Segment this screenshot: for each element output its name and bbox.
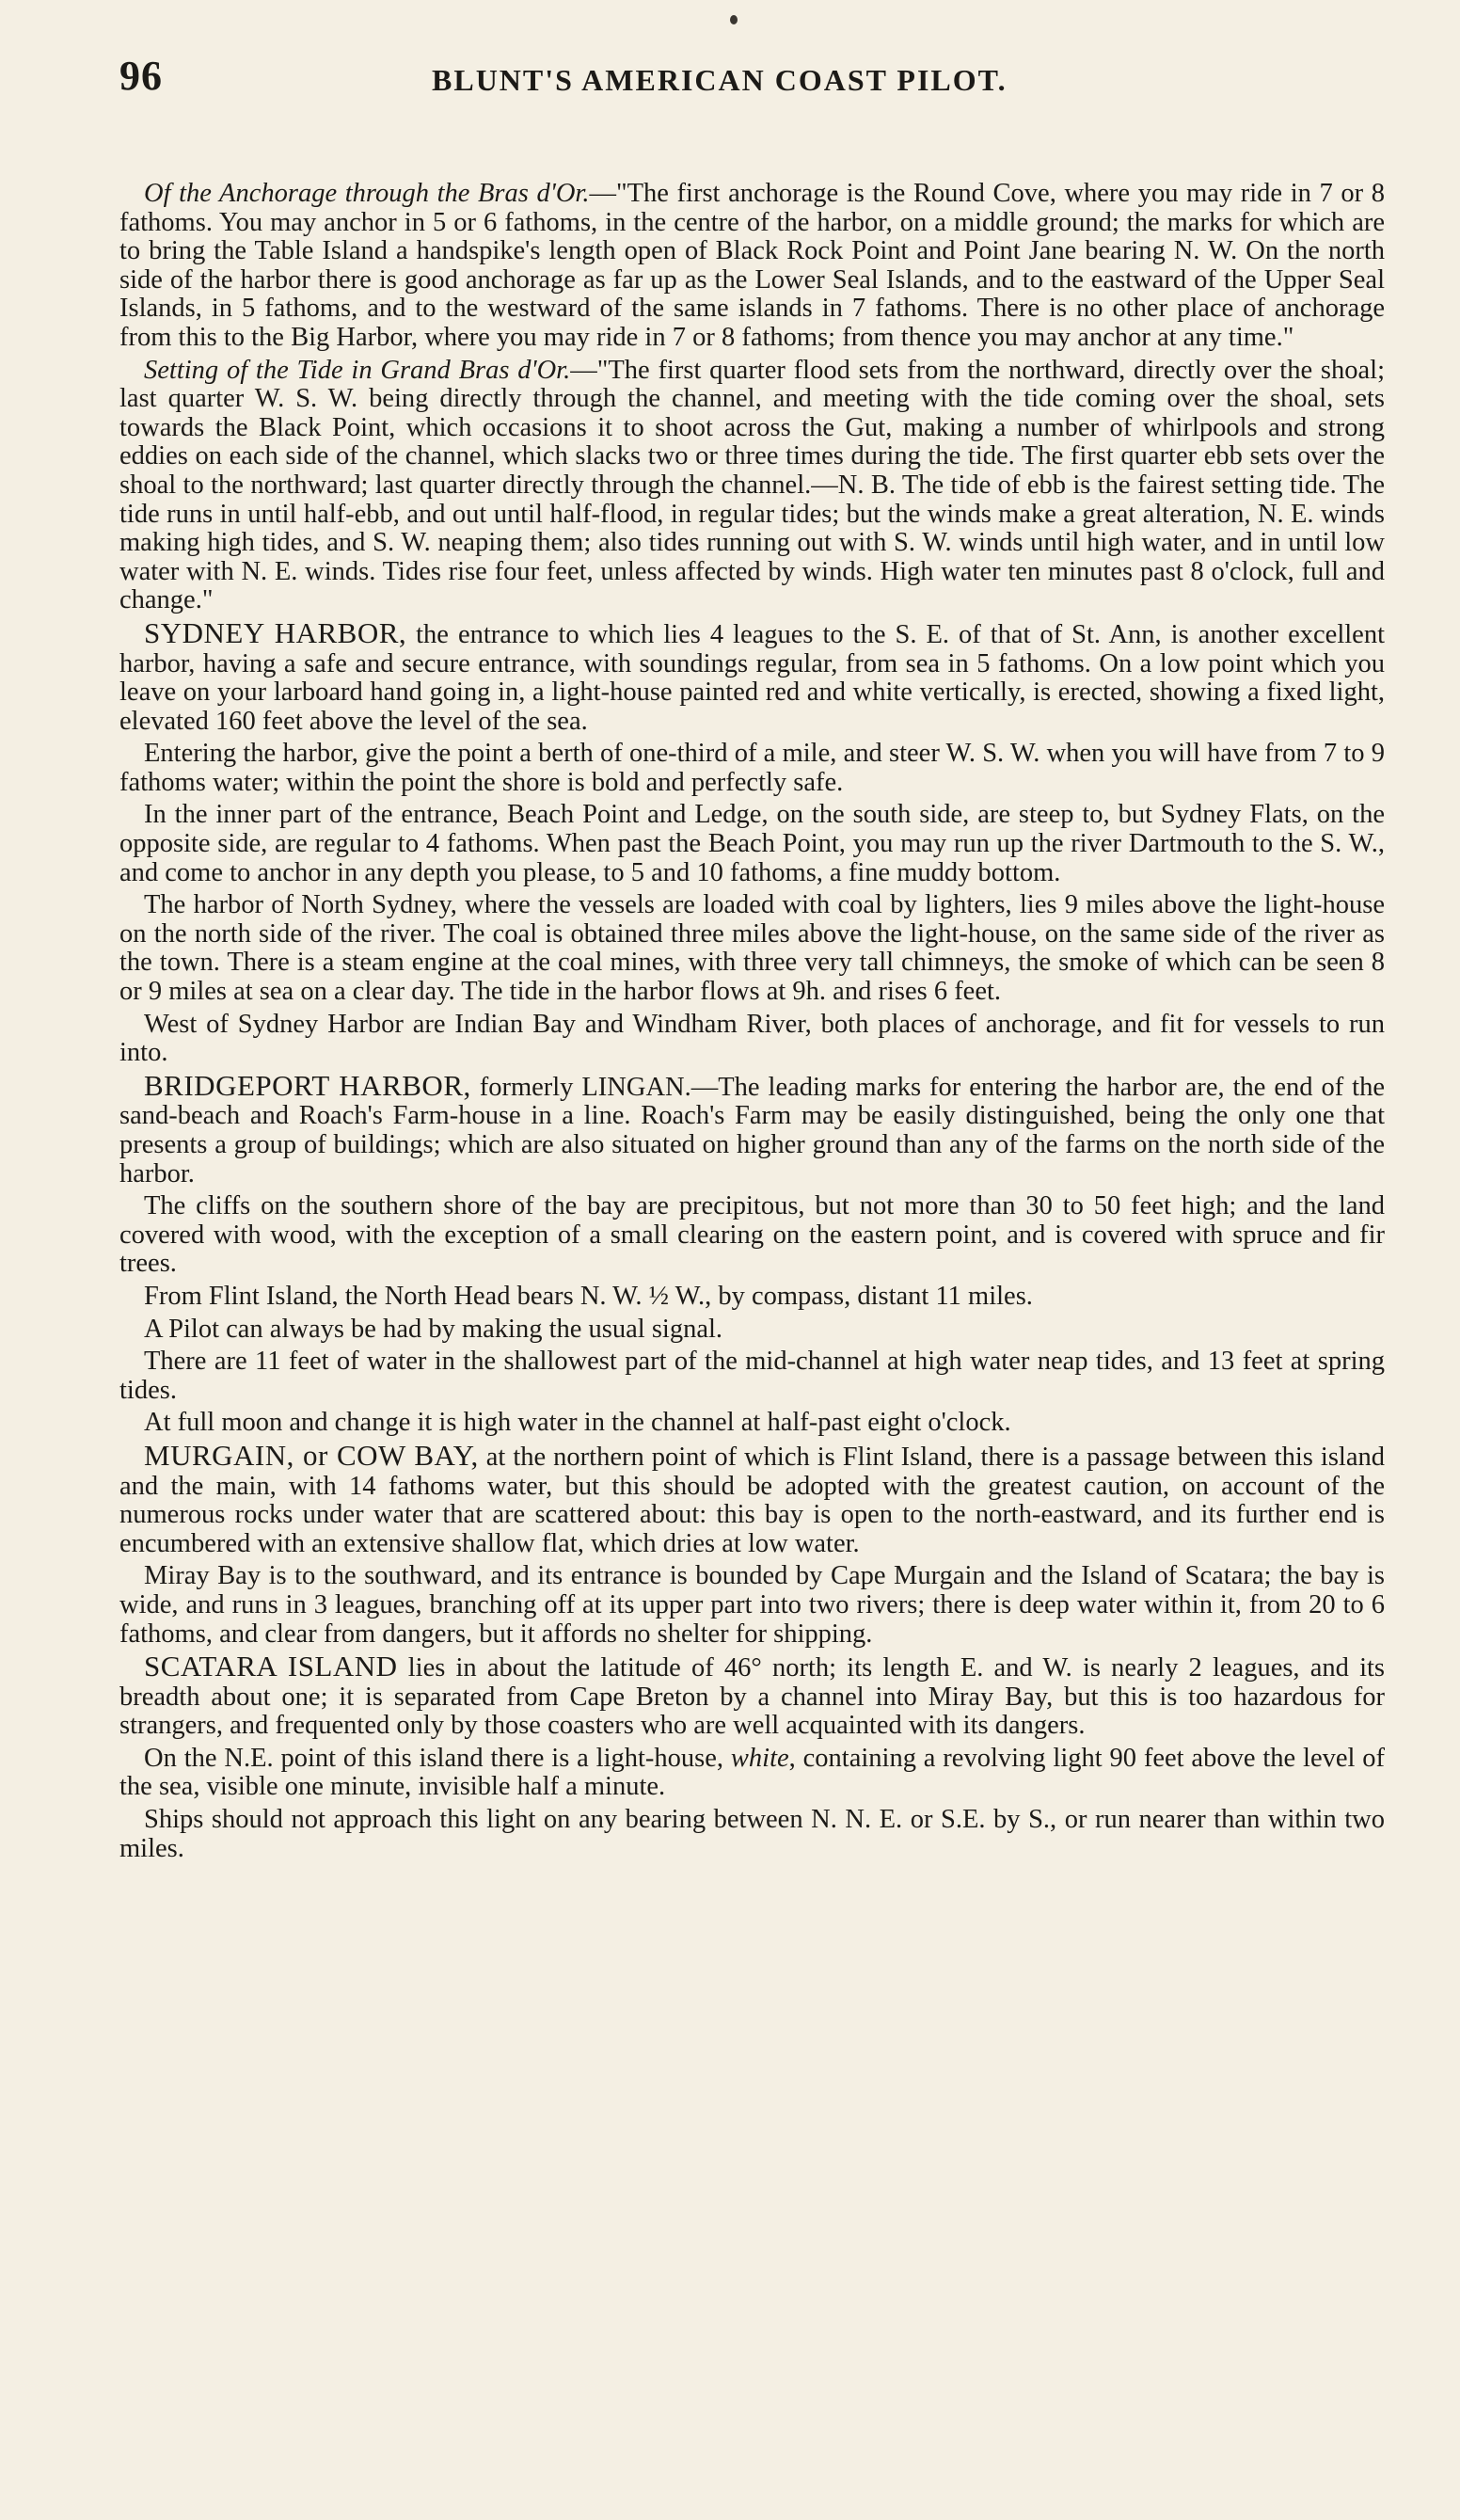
paragraph-text: The cliffs on the southern shore of the bay are precipitous, but not more than 30 to 50 feet high; and the land covered with wood, with the exception of a small clearing on the eastern point, and is covered with spruce and fir trees.	[119, 1191, 1385, 1279]
paragraph-text-tail: , containing a revolving light 90 feet above the level of the sea, visible one minute, invisible half a minute.	[119, 1743, 1386, 1802]
paragraph	[119, 1068, 1385, 1188]
paragraph-text: At full moon and change it is high water in the channel at half-past eight o'clock.	[144, 1408, 1011, 1438]
paragraph-text: A Pilot can always be had by making the usual signal.	[144, 1314, 723, 1344]
paragraph	[119, 1316, 1385, 1345]
paragraph	[119, 1348, 1385, 1405]
paragraph	[119, 1562, 1385, 1649]
section-heading: MURGAIN, or COW BAY,	[144, 1438, 479, 1472]
emphasis: white	[730, 1743, 789, 1773]
paragraph-text: From Flint Island, the North Head bears N. W. ½ W., by compass, distant 11 miles.	[144, 1281, 1033, 1311]
section-heading: BRIDGEPORT HARBOR,	[144, 1068, 471, 1102]
paragraph	[119, 357, 1385, 615]
page-number: 96	[119, 53, 163, 99]
body-text	[119, 180, 1385, 1863]
section-heading: SCATARA ISLAND	[144, 1650, 398, 1683]
paragraph-text: the entrance to which lies 4 leagues to the S. E. of that of St. Ann, is another excellent harbor, having a safe and secure entrance, with soundings regular, from sea in 5 fathoms. On a low point which you leave on your larboard hand going in, a light-house painted red and white vertically, is erected, showing a fixed light, elevated 160 feet above the level of the sea.	[119, 619, 1385, 736]
paragraph	[119, 1438, 1385, 1558]
paragraph-text: In the inner part of the entrance, Beach Point and Ledge, on the south side, are steep to, but Sydney Flats, on the opposite side, are regular to 4 fathoms. When past the Beach Point, you may run up the river Dartmouth to the S. W., and come to anchor in any depth you please, to 5 and 10 fathoms, a fine muddy bottom.	[119, 800, 1385, 887]
paragraph	[119, 1745, 1385, 1802]
section-heading: SYDNEY HARBOR,	[144, 615, 407, 649]
paragraph	[119, 740, 1385, 797]
paragraph-text: formerly LINGAN.—The leading marks for entering the harbor are, the end of the sand-beach and Roach's Farm-house in a line. Roach's Farm may be easily distinguished, being the only one that presents a group of buildings; which are also situated on higher ground than any of the farms on the north side of the harbor.	[119, 1072, 1385, 1188]
paragraph-text: at the northern point of which is Flint Island, there is a passage between this island and the main, with 14 fathoms water, but this should be adopted with the greatest caution, on account of the numerous rocks under water that are scattered about: this bay is open to the north-eastward, and its further end is encumbered with an extensive shallow flat, which dries at low water.	[119, 1442, 1385, 1558]
paragraph	[119, 615, 1385, 736]
paragraph	[119, 1283, 1385, 1312]
paragraph-text: West of Sydney Harbor are Indian Bay and Windham River, both places of anchorage, and fit for vessels to run into.	[119, 1009, 1385, 1068]
paragraph-text: Miray Bay is to the southward, and its entrance is bounded by Cape Murgain and the Island of Scatara; the bay is wide, and runs in 3 leagues, branching off at its upper part into two rivers; there is deep water within it, from 20 to 6 fathoms, and clear from dangers, but it affords no shelter for shipping.	[119, 1561, 1385, 1649]
paragraph	[119, 801, 1385, 887]
paragraph	[119, 1652, 1385, 1741]
paragraph	[119, 1011, 1385, 1068]
paragraph-text: —"The first quarter flood sets from the northward, directly over the shoal; last quarter W. S. W. being directly through the channel, and meeting with the tide coming over the shoal, sets towards the Black Point, which occasions it to shoot across the Gut, making a number of whirlpools and strong eddies on each side of the channel, which slacks two or three times during the tide. The first quarter ebb sets over the shoal to the northward; last quarter directly through the channel.—N. B. The tide of ebb is the fairest setting tide. The tide runs in until half-ebb, and out until half-flood, in regular tides; but the winds make a great alteration, N. E. winds making high tides, and S. W. neaping them; also tides running out with S. W. winds until high water, and in until low water with N. E. winds. Tides rise four feet, unless affected by winds. High water ten minutes past 8 o'clock, full and change."	[119, 355, 1386, 615]
running-title: BLUNT'S AMERICAN COAST PILOT.	[432, 63, 1008, 97]
paragraph-text: lies in about the latitude of 46° north; its length E. and W. is nearly 2 leagues, and its breadth about one; it is separated from Cape Breton by a channel into Miray Bay, but this is too hazardous for strangers, and frequented only by those coasters who are well acquainted with its dangers.	[119, 1653, 1386, 1741]
paragraph	[119, 1806, 1385, 1863]
paragraph-text: Entering the harbor, give the point a berth of one-third of a mile, and steer W. S. W. when you will have from 7 to 9 fathoms water; within the point the shore is bold and perfectly safe.	[119, 739, 1385, 797]
paragraph-lead: Setting of the Tide in Grand Bras d'Or.	[144, 355, 571, 385]
printers-mark	[730, 15, 738, 24]
paragraph-text: Ships should not approach this light on any bearing between N. N. E. or S.E. by S., or run nearer than within two miles.	[119, 1805, 1385, 1863]
paragraph	[119, 1409, 1385, 1438]
page-header	[119, 52, 1385, 118]
paragraph-text: There are 11 feet of water in the shallowest part of the mid-channel at high water neap tides, and 13 feet at spring tides.	[119, 1347, 1385, 1405]
paragraph-text: The harbor of North Sydney, where the vessels are loaded with coal by lighters, lies 9 miles above the light-house on the north side of the river. The coal is obtained three miles above the light-house, on the same side of the river as the town. There is a steam engine at the coal mines, with three very tall chimneys, the smoke of which can be seen 8 or 9 miles at sea on a clear day. The tide in the harbor flows at 9h. and rises 6 feet.	[119, 890, 1385, 1007]
paragraph	[119, 1192, 1385, 1279]
paragraph-lead: Of the Anchorage through the Bras d'Or.	[144, 179, 590, 208]
paragraph	[119, 180, 1385, 353]
paragraph	[119, 891, 1385, 1006]
paragraph-text: On the N.E. point of this island there is a light-house,	[144, 1743, 731, 1773]
paragraph-text: —"The first anchorage is the Round Cove, where you may ride in 7 or 8 fathoms. You may anchor in 5 or 6 fathoms, in the centre of the harbor, on a middle ground; the marks for which are to bring the Table Island a handspike's length open of Black Rock Point and Point Jane bearing N. W. On the north side of the harbor there is good anchorage as far up as the Lower Seal Islands, and to the eastward of the Upper Seal Islands, in 5 fathoms, and to the westward of the same islands in 7 fathoms. There is no other place of anchorage from this to the Big Harbor, where you may ride in 7 or 8 fathoms; from thence you may anchor at any time."	[119, 179, 1386, 352]
